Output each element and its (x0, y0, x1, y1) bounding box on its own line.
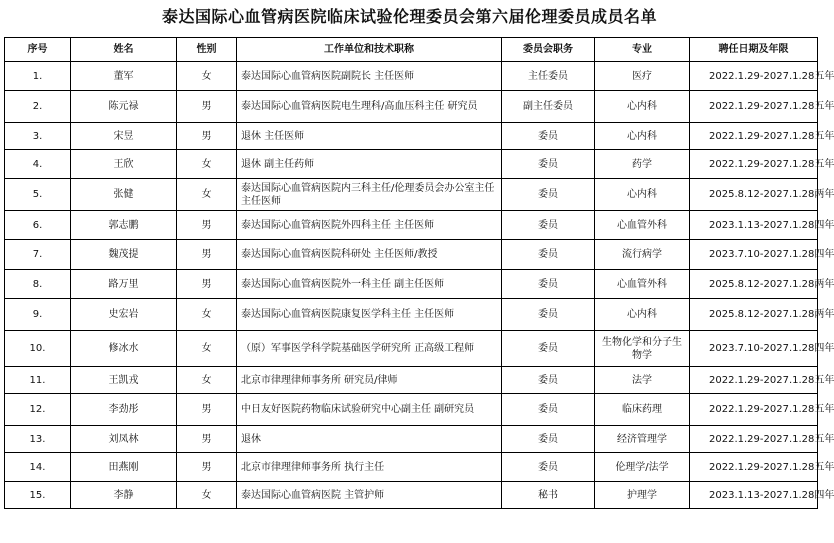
term-dates: 2025.8.12-2027.1.28 (709, 278, 815, 290)
cell-term (690, 270, 834, 299)
cell-name: 刘凤林 (71, 426, 177, 453)
cell-no: 12. (5, 394, 71, 426)
cell-gender: 女 (177, 62, 237, 91)
cell-term (690, 179, 834, 211)
cell-no: 4. (5, 150, 71, 179)
cell-gender: 女 (177, 299, 237, 331)
cell-name: 李静 (71, 482, 177, 509)
cell-name: 史宏岩 (71, 299, 177, 331)
term-years: 五年 (814, 404, 834, 415)
cell-role: 秘书 (502, 482, 595, 509)
cell-no: 2. (5, 91, 71, 123)
term-years: 五年 (814, 130, 834, 142)
cell-unit: 退休 (237, 426, 502, 453)
cell-unit: 退休 主任医师 (237, 123, 502, 150)
cell-name: 陈元禄 (71, 91, 177, 123)
term-dates: 2023.7.10-2027.1.28 (709, 343, 815, 354)
cell-role: 委员 (502, 240, 595, 270)
term-dates: 2023.7.10-2027.1.28 (709, 249, 815, 260)
cell-major: 药学 (595, 150, 690, 179)
cell-no: 14. (5, 453, 71, 482)
cell-name: 宋昱 (71, 123, 177, 150)
cell-gender: 男 (177, 394, 237, 426)
cell-no: 8. (5, 270, 71, 299)
cell-role: 委员 (502, 299, 595, 331)
cell-major: 经济管理学 (595, 426, 690, 453)
term-years: 五年 (814, 461, 834, 473)
cell-unit: （原）军事医学科学院基础医学研究所 正高级工程师 (237, 331, 502, 367)
cell-term (690, 426, 834, 453)
cell-role: 委员 (502, 394, 595, 426)
cell-role: 委员 (502, 331, 595, 367)
cell-gender: 男 (177, 211, 237, 240)
cell-role: 委员 (502, 426, 595, 453)
cell-no: 3. (5, 123, 71, 150)
cell-gender: 女 (177, 367, 237, 394)
cell-term (690, 211, 834, 240)
table-row (5, 150, 818, 179)
term-dates: 2025.8.12-2027.1.28 (709, 309, 815, 320)
table-row (5, 453, 818, 482)
cell-no: 11. (5, 367, 71, 394)
term-years: 四年 (814, 343, 834, 354)
term-years: 五年 (814, 433, 834, 445)
cell-term (690, 453, 834, 482)
cell-major: 心内科 (595, 299, 690, 331)
cell-major: 生物化学和分子生物学 (595, 331, 690, 367)
header-major: 专业 (595, 38, 690, 62)
cell-name: 董军 (71, 62, 177, 91)
cell-term (690, 240, 834, 270)
cell-unit: 退休 副主任药师 (237, 150, 502, 179)
term-years: 五年 (814, 101, 834, 112)
term-dates: 2022.1.29-2027.1.28 (709, 70, 815, 82)
header-no: 序号 (5, 38, 71, 62)
cell-name: 王欣 (71, 150, 177, 179)
table-row (5, 179, 818, 211)
cell-term (690, 91, 834, 123)
cell-name: 李劲彤 (71, 394, 177, 426)
cell-major: 伦理学/法学 (595, 453, 690, 482)
cell-major: 心血管外科 (595, 211, 690, 240)
cell-term (690, 123, 834, 150)
cell-gender: 男 (177, 270, 237, 299)
header-name: 姓名 (71, 38, 177, 62)
cell-major: 法学 (595, 367, 690, 394)
cell-no: 13. (5, 426, 71, 453)
term-years: 五年 (814, 70, 834, 82)
term-dates: 2022.1.29-2027.1.28 (709, 158, 815, 170)
term-dates: 2022.1.29-2027.1.28 (709, 461, 815, 473)
term-years: 五年 (814, 374, 834, 386)
cell-major: 心血管外科 (595, 270, 690, 299)
term-years: 四年 (814, 489, 834, 501)
cell-term (690, 299, 834, 331)
term-dates: 2025.8.12-2027.1.28 (709, 189, 815, 200)
cell-term (690, 62, 834, 91)
cell-major: 临床药理 (595, 394, 690, 426)
cell-major: 护理学 (595, 482, 690, 509)
header-unit: 工作单位和技术职称 (237, 38, 502, 62)
cell-name: 魏茂提 (71, 240, 177, 270)
table-row (5, 91, 818, 123)
term-dates: 2023.1.13-2027.1.28 (709, 489, 815, 501)
cell-term (690, 482, 834, 509)
table-row (5, 240, 818, 270)
cell-unit: 泰达国际心血管病医院 主管护师 (237, 482, 502, 509)
cell-unit: 北京市律理律师事务所 执行主任 (237, 453, 502, 482)
cell-gender: 男 (177, 453, 237, 482)
table-row (5, 299, 818, 331)
cell-gender: 女 (177, 150, 237, 179)
cell-name: 田燕刚 (71, 453, 177, 482)
cell-gender: 女 (177, 331, 237, 367)
term-years: 四年 (814, 249, 834, 260)
cell-unit: 泰达国际心血管病医院外四科主任 主任医师 (237, 211, 502, 240)
cell-gender: 男 (177, 91, 237, 123)
cell-role: 委员 (502, 179, 595, 211)
table-row (5, 211, 818, 240)
cell-gender: 男 (177, 240, 237, 270)
cell-gender: 女 (177, 482, 237, 509)
term-years: 四年 (814, 219, 834, 231)
header-gender: 性别 (177, 38, 237, 62)
cell-gender: 女 (177, 179, 237, 211)
members-table (4, 37, 834, 509)
cell-name: 修冰水 (71, 331, 177, 367)
term-dates: 2022.1.29-2027.1.28 (709, 404, 815, 415)
cell-term (690, 367, 834, 394)
cell-no: 10. (5, 331, 71, 367)
cell-no: 6. (5, 211, 71, 240)
cell-unit: 泰达国际心血管病医院科研处 主任医师/教授 (237, 240, 502, 270)
cell-name: 张健 (71, 179, 177, 211)
cell-no: 7. (5, 240, 71, 270)
cell-major: 心内科 (595, 179, 690, 211)
cell-name: 王凯戎 (71, 367, 177, 394)
cell-role: 委员 (502, 270, 595, 299)
cell-no: 1. (5, 62, 71, 91)
cell-no: 15. (5, 482, 71, 509)
term-dates: 2022.1.29-2027.1.28 (709, 374, 815, 386)
cell-gender: 男 (177, 123, 237, 150)
term-years: 两年 (814, 309, 834, 320)
cell-unit: 泰达国际心血管病医院电生理科/高血压科主任 研究员 (237, 91, 502, 123)
term-years: 两年 (814, 278, 834, 290)
header-row (5, 38, 818, 62)
header-role: 委员会职务 (502, 38, 595, 62)
cell-term (690, 331, 834, 367)
term-dates: 2022.1.29-2027.1.28 (709, 130, 815, 142)
table-row (5, 62, 818, 91)
term-years: 五年 (814, 158, 834, 170)
cell-unit: 中日友好医院药物临床试验研究中心副主任 副研究员 (237, 394, 502, 426)
table-row (5, 426, 818, 453)
cell-gender: 男 (177, 426, 237, 453)
table-row (5, 482, 818, 509)
cell-name: 路万里 (71, 270, 177, 299)
cell-role: 委员 (502, 211, 595, 240)
term-dates: 2023.1.13-2027.1.28 (709, 219, 815, 231)
table-row (5, 270, 818, 299)
table-row (5, 367, 818, 394)
cell-major: 流行病学 (595, 240, 690, 270)
table-row (5, 394, 818, 426)
cell-role: 委员 (502, 453, 595, 482)
cell-no: 5. (5, 179, 71, 211)
cell-major: 心内科 (595, 123, 690, 150)
cell-unit: 泰达国际心血管病医院副院长 主任医师 (237, 62, 502, 91)
cell-major: 心内科 (595, 91, 690, 123)
table-row (5, 331, 818, 367)
term-years: 两年 (814, 189, 834, 200)
page-title: 泰达国际心血管病医院临床试验伦理委员会第六届伦理委员成员名单 (161, 7, 657, 26)
cell-no: 9. (5, 299, 71, 331)
cell-role: 副主任委员 (502, 91, 595, 123)
cell-role: 委员 (502, 367, 595, 394)
term-dates: 2022.1.29-2027.1.28 (709, 433, 815, 445)
cell-term (690, 394, 834, 426)
cell-term (690, 150, 834, 179)
cell-major: 医疗 (595, 62, 690, 91)
cell-role: 委员 (502, 123, 595, 150)
cell-unit: 北京市律理律师事务所 研究员/律师 (237, 367, 502, 394)
cell-role: 委员 (502, 150, 595, 179)
term-dates: 2022.1.29-2027.1.28 (709, 101, 815, 112)
cell-role: 主任委员 (502, 62, 595, 91)
cell-unit: 泰达国际心血管病医院内三科主任/伦理委员会办公室主任 主任医师 (237, 179, 502, 211)
cell-name: 郭志鹏 (71, 211, 177, 240)
cell-unit: 泰达国际心血管病医院外一科主任 副主任医师 (237, 270, 502, 299)
cell-unit: 泰达国际心血管病医院康复医学科主任 主任医师 (237, 299, 502, 331)
table-row (5, 123, 818, 150)
header-term: 聘任日期及年限 (690, 38, 818, 62)
